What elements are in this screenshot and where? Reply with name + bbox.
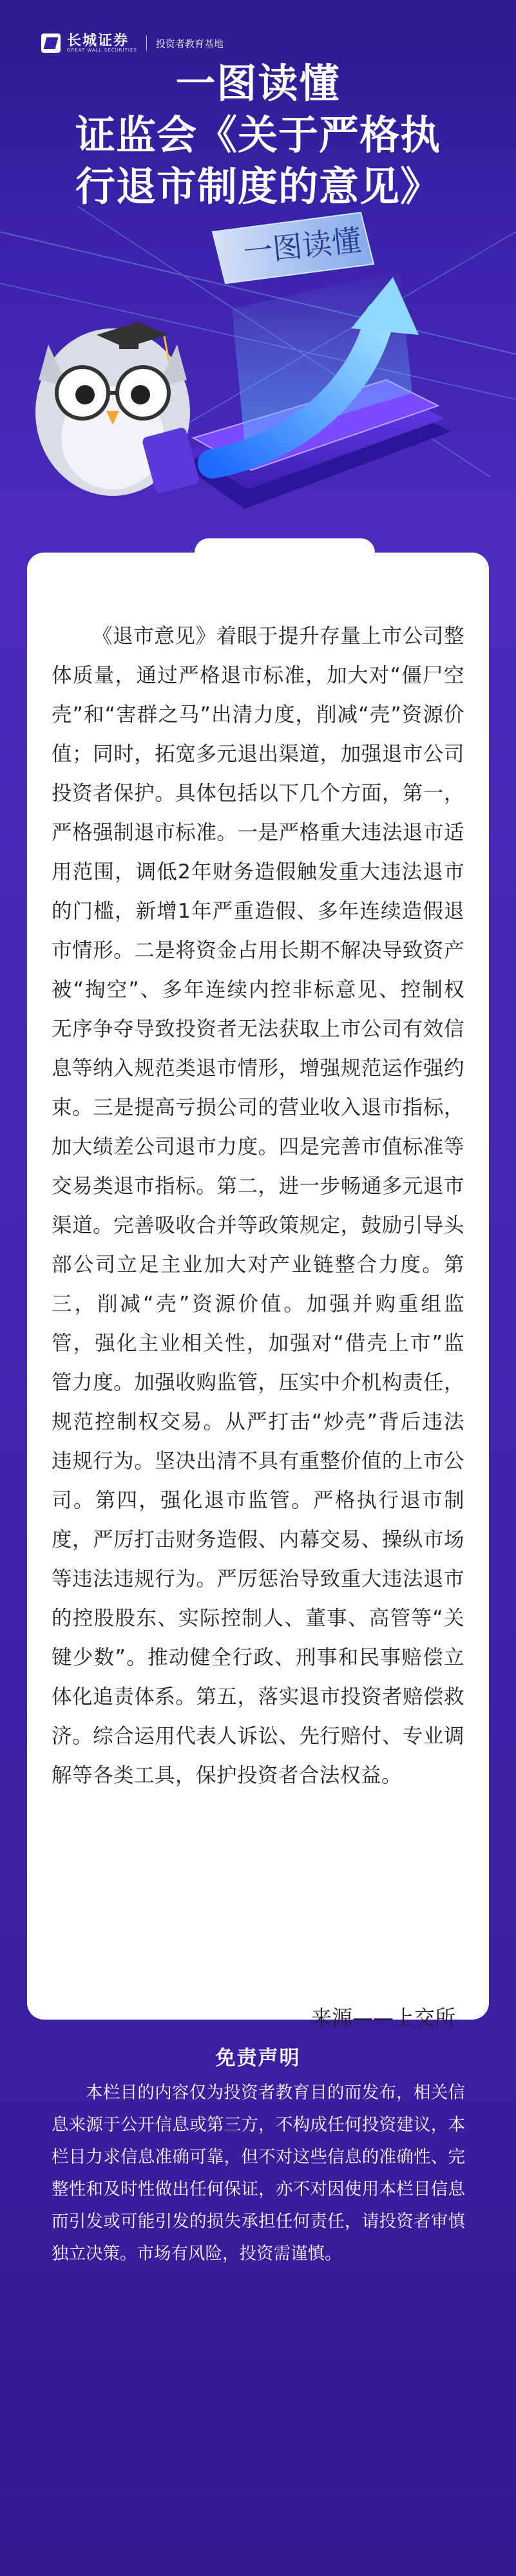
article-source: 来源——上交所 — [311, 2005, 455, 2030]
brand-logo-icon — [41, 33, 61, 53]
title-line-2: 证监会《关于严格执 — [75, 111, 441, 158]
hero-banner — [0, 0, 516, 554]
title-line-3: 行退市制度的意见》 — [75, 163, 441, 210]
brand-header — [41, 33, 224, 53]
badge-text: 一图读懂 — [241, 222, 363, 270]
badge-panel — [213, 213, 374, 283]
page-title — [0, 58, 516, 213]
title-line-1: 一图读懂 — [175, 60, 341, 107]
hero-illustration — [0, 206, 516, 554]
brand-tagline: 投资者教育基地 — [155, 37, 224, 50]
article-card — [27, 553, 489, 2030]
owl-mascot-icon — [35, 322, 200, 496]
article-body: 《退市意见》着眼于提升存量上市公司整体质量，通过严格退市标准，加大对“僵尸空壳”和“害群之马”出清力度，削减“壳”资源价值；同时，拓宽多元退出渠道，加强退市公司投资者保护。具体包括以下几个方面，第一，严格强制退市标准。一是严格重大违法退市适用范围，调低2年财务造假触发重大违法退市的门槛，新增1年严重造假、多年连续造假退市情形。二是将资金占用长期不解决导致资产被“掏空”、多年连续内控非标意见、控制权无序争夺导致投资者无法获取上市公司有效信息等纳入规范类退市情形，增强规范运作强约束。三是提高亏损公司的营业收入退市指标，加大绩差公司退市力度。四是完善市值标准等交易类退市指标。第二，进一步畅通多元退市渠道。完善吸收合并等政策规定，鼓励引导头部公司立足主业加大对产业链整合力度。第三，削减“壳”资源价值。加强并购重组监管，强化主业相关性，加强对“借壳上市”监管力度。加强收购监管，压实中介机构责任，规范控制权交易。从严打击“炒壳”背后违法违规行为。坚决出清不具有重整价值的上市公司。第四，强化退市监管。严格执行退市制度，严厉打击财务造假、内幕交易、操纵市场等违法违规行为。严厉惩治导致重大违法退市的控股股东、实际控制人、董事、高管等“关键少数”。推动健全行政、刑事和民事赔偿立体化追责体系。第五，落实退市投资者赔偿救济。综合运用代表人诉讼、先行赔付、专业调解等各类工具，保护投资者合法权益。 — [52, 625, 464, 1787]
brand-divider — [146, 35, 147, 51]
disclaimer-text: 本栏目的内容仅为投资者教育目的而发布，相关信息来源于公开信息或第三方，不构成任何投资建议，本栏目力求信息准确可靠，但不对这些信息的准确性、完整性和及时性做出任何保证，亦不对因使用本栏目信息而引发或可能引发的损失承担任何责任，请投资者审慎独立决策。市场有风险，投资需谨慎。 — [52, 2083, 465, 2264]
brand-name: 长城证券 — [67, 32, 129, 49]
brand-names — [67, 33, 137, 53]
brand-name-en: GREAT WALL SECURITIES — [67, 48, 137, 53]
card-top-tab — [195, 538, 375, 567]
disclaimer-title: 免责声明 — [215, 2047, 301, 2070]
